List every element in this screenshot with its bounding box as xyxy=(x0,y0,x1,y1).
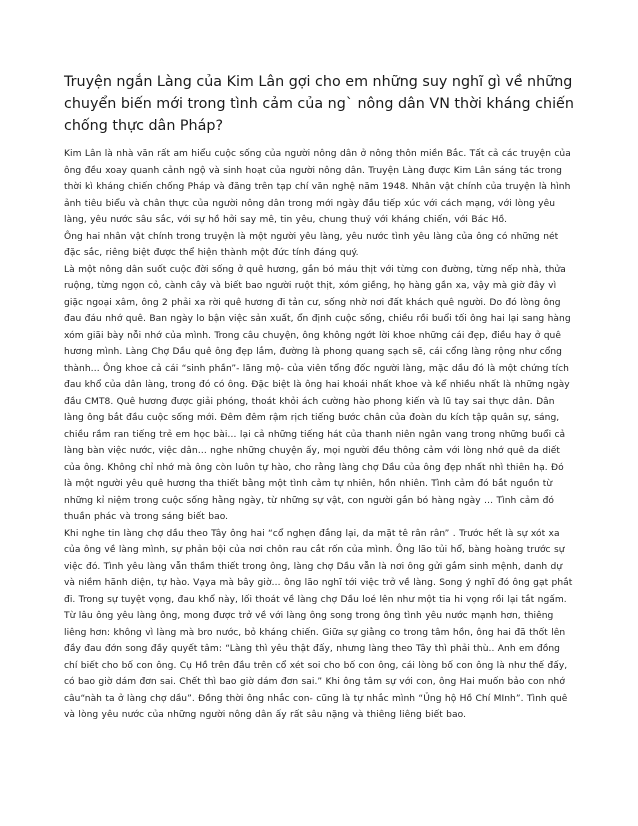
paragraph-nho-que: Là một nông dân suốt cuộc đời sống ở quê hương, gắn bó máu thịt với từng con đường, từng nếp nhà, thửa ruộng, từng ngọn cỏ, cành cây và biết bao người ruột thịt, xóm giềng, họ hàng gần xa, vậy mà giờ đây vì giặc ngoại xâm, ông 2 phải xa rời quê hương đi tản cư, sống nhờ nơi đất khách quê người. Do đó lòng ông đau đáu nhớ quê. Ban ngày lo bận việc sản xuất, ổn định cuộc sống, chiều rồi buổi tối ông hai lại sang hàng xóm giãi bày nỗi nhớ của mình. Trong câu chuyện, ông không ngớt lời khoe những cái đẹp, điều hay ở quê hương mình. Làng Chợ Dầu quê ông đẹp lắm, đường là phong quang sạch sẽ, cái cổng làng rộng như cổng thành… Ông khoe cả cái “sinh phần”- lăng mộ- của viên tổng đốc người làng, mặc dầu đó là một chứng tích đau khổ của dân làng, trong đó có ông. Đặc biệt là ông hai khoái nhất khoe và kể nhiều nhất là những ngày đầu CMT8. Quê hương được giải phóng, thoát khỏi ách cường hào phong kiến và lũ tay sai thực dân. Dân làng ông bắt đầu cuộc sống mới. Đêm đêm rậm rịch tiếng bước chân của đoàn du kích tập quân sự, sáng, chiều rầm ran tiếng trẻ em học bài… lại cả những tiếng hát của thanh niên ngân vang trong những buổi cả làng bàn việc nước, việc dân… nghe những chuyện ấy, mọi người đều thông cảm với lòng nhớ quê da diết của ông. Không chỉ nhớ mà ông còn luôn tự hào, cho rằng làng chợ Dầu của ông đẹp nhất nhì thiên hạ. Đó là một người yêu quê hương tha thiết bằng một tình cảm tự nhiên, hồn nhiên. Tình cảm đó bắt nguồn từ những kỉ niệm trong cuộc sống hằng ngày, từ những sự vật, con người gắn bó hàng ngày … Tình cảm đó thuần phác và trong sáng biết bao. xyxy=(64,264,571,522)
document-title: Truyện ngắn Làng của Kim Lân gợi cho em những suy nghĩ gì về những chuyển biến mới trong tình cảm của ng` nông dân VN thời kháng chiến chống thực dân Pháp? xyxy=(64,74,574,134)
paragraph-intro: Kim Lân là nhà văn rất am hiểu cuộc sống của người nông dân ở nông thôn miền Bắc. Tất cả các truyện của ông đều xoay quanh cảnh ngộ và sinh hoạt của người nông dân. Truyện Làng được Kim Lân sáng tác trong thời kì kháng chiến chống Pháp và đăng trên tạp chí văn nghệ năm 1948. Nhân vật chính của truyện là hình ảnh tiêu biểu và chân thực của người nông dân trong mới ngày đầu tiếp xúc với cách mạng, với lòng yêu làng, yêu nước sâu sắc, với sự hồ hởi say mê, tin yêu, chung thuỷ với kháng chiến, với Bác Hồ. xyxy=(64,149,571,225)
document-page xyxy=(64,71,574,724)
paragraph-tin-lang: Khi nghe tin làng chợ dầu theo Tây ông hai “cổ nghẹn đắng lại, da mặt tê rân rân” . Trước hết là sự xót xa của ông về làng mình, sự phản bội của nơi chôn rau cắt rốn của mình. Ông lão tủi hổ, bàng hoàng trước sự việc đó. Tình yêu làng vẫn thầm thiết trong ông, làng chợ Dầu vẫn là nơi ông gửi gắm sinh mệnh, danh dự và niềm hãnh diện, tự hào. Vạya mà bây giờ… ông lão nghĩ tới việc trở về làng. Song ý nghĩ đó ông gạt phắt đi. Trong sự tuyệt vọng, đau khổ này, lối thoát về làng chợ Dầu loé lên như một tia hi vọng rồi lại tắt ngấm. Từ lâu ông yêu làng ông, mong được trở về với làng ông song trong ông tình yêu nước mạnh hơn, thiêng liêng hơn: không vì làng mà bro nước, bỏ kháng chiến. Giữa sự giằng co trong tâm hồn, ông hai đã thốt lên đầy đau đớn song đầy quyết tâm: “Làng thì yêu thật đấy, nhưng làng theo Tây thì phải thù.. Anh em đồng chí biết cho bố con ông. Cụ Hồ trên đầu trên cổ xét soi cho bố con ông, cái lòng bố con ông là như thế đấy, có bao giờ dám đơn sai. Chết thì bao giờ dám đơn sai.” Khi ông tâm sự với con, ông Hai muốn bảo con nhớ câu“nàh ta ở làng chợ dầu”. Đồng thời ông nhắc con- cũng là tự nhắc mình “Ủng hộ Hồ Chí MInh”. Tình quê và lòng yêu nước của những người nông dân ấy rất sâu nặng và thiêng liêng biết bao. xyxy=(64,528,573,720)
paragraph-ong-hai: Ông hai nhân vật chính trong truyện là một người yêu làng, yêu nước tình yêu làng của ông có những nét đặc sắc, riêng biệt được thể hiện thành một đức tính đáng quý. xyxy=(64,231,559,258)
